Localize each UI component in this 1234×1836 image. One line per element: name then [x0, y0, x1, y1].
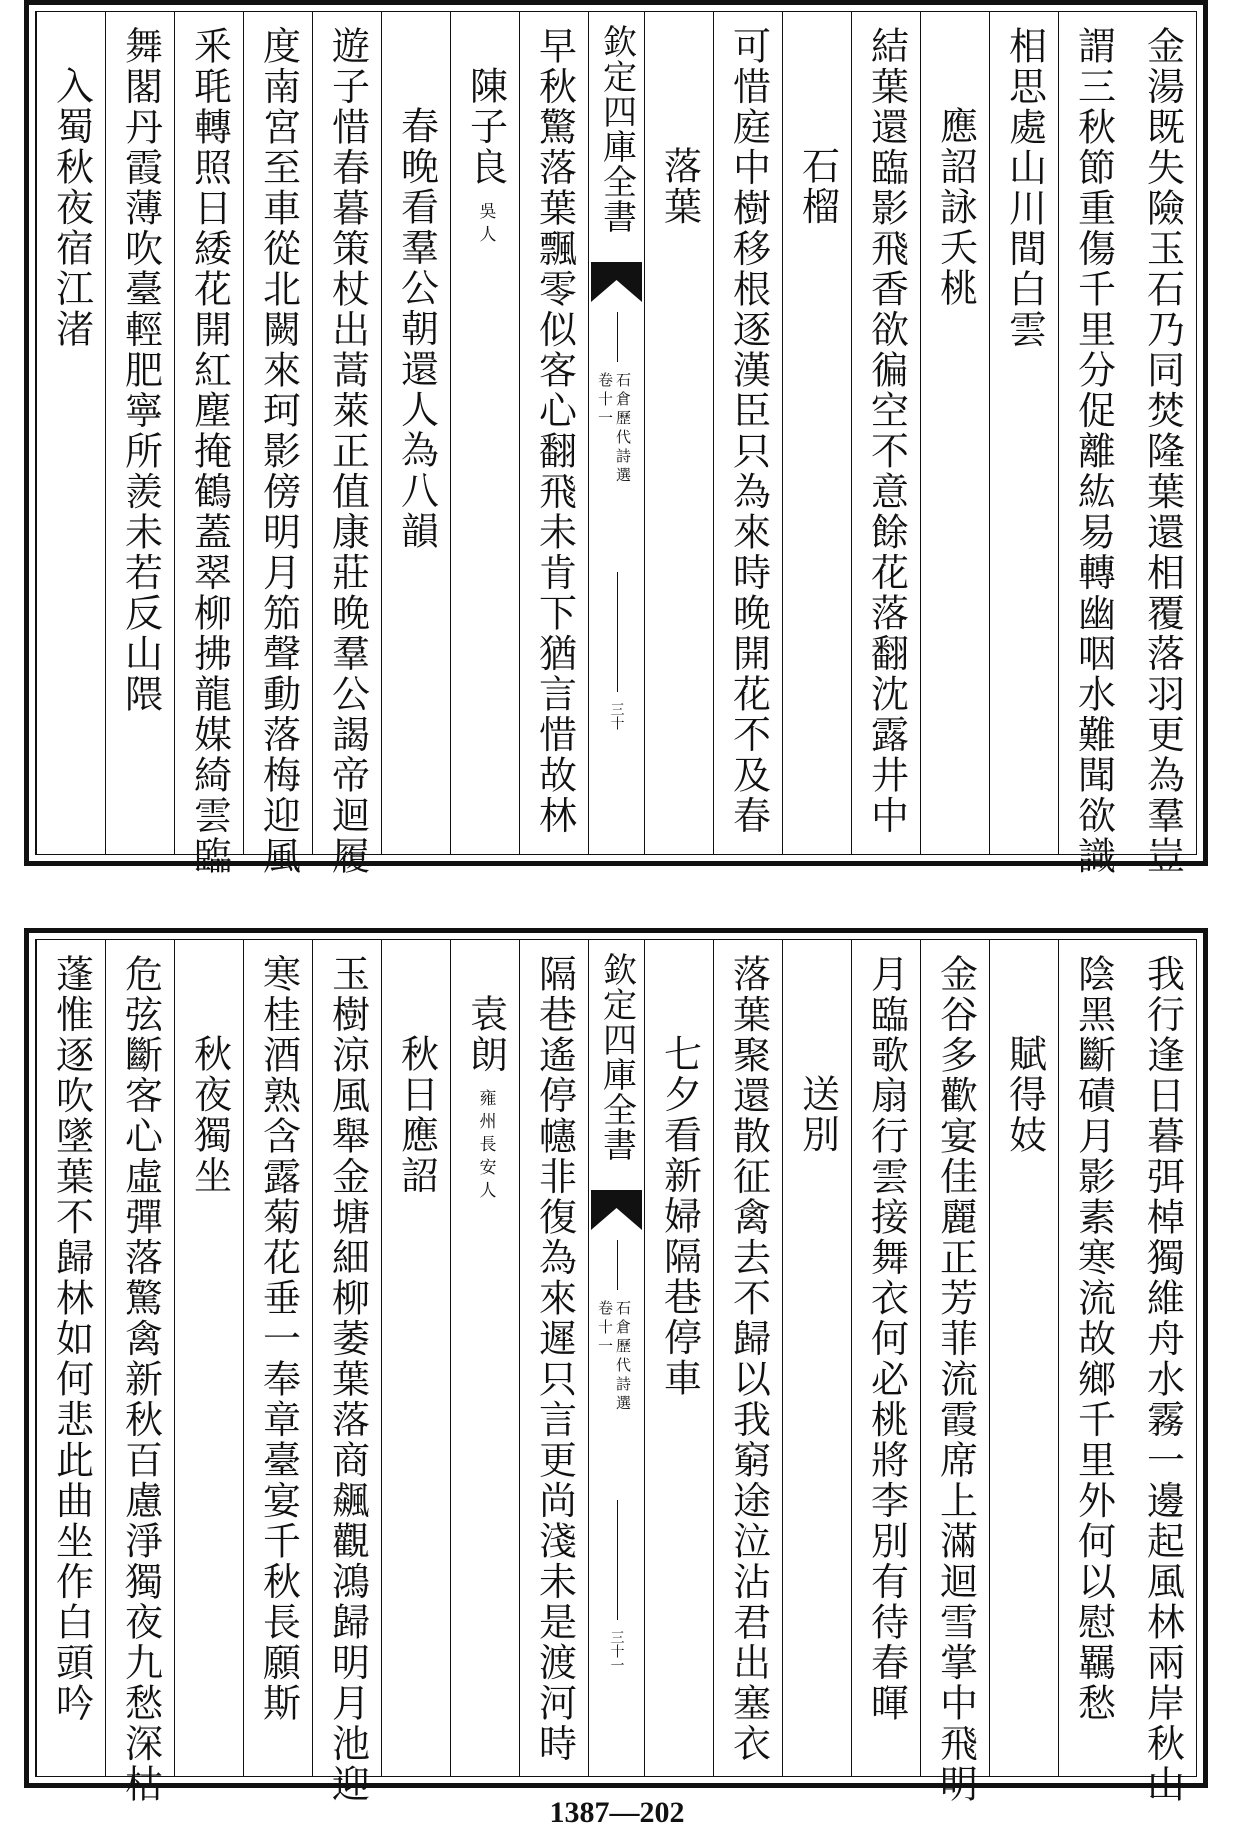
text-column — [1127, 940, 1196, 1805]
heading-text: 賦得妓 — [1002, 1034, 1047, 1156]
text-column — [851, 940, 920, 1776]
text-column — [920, 12, 989, 854]
text-column — [1058, 12, 1127, 877]
verse-text: 陰黑斷磧月影素寒流故鄉千里外何以慰羈愁 — [1071, 954, 1116, 1724]
heading-text: 秋日應詔 — [394, 1034, 439, 1196]
verse-text: 落葉聚還散征禽去不歸以我窮途泣沾君出塞衣 — [726, 954, 771, 1764]
verse-text: 我行逢日暮弭棹獨維舟水霧一邊起風林兩岸秋山 — [1140, 954, 1185, 1805]
text-column — [450, 12, 519, 854]
verse-text: 相思處山川間白雲 — [1002, 26, 1047, 350]
text-column — [381, 12, 450, 854]
verse-text: 危弦斷客心虛彈落驚禽新秋百慮淨獨夜九愁深枯 — [118, 954, 163, 1805]
text-column — [381, 940, 450, 1776]
text-column — [644, 12, 713, 854]
text-column — [174, 12, 243, 877]
text-column — [312, 12, 381, 877]
verse-text: 隔巷遙停幰非復為來遲只言更尚淺未是渡河時 — [532, 954, 577, 1764]
spine-rule — [617, 1500, 618, 1620]
verse-text: 謂三秋節重傷千里分促離紘易轉幽咽水難聞欲識 — [1071, 26, 1116, 877]
spine-rule — [617, 312, 618, 362]
text-column — [989, 940, 1058, 1776]
text-column — [1127, 12, 1196, 877]
heading-text: 袁朗雍州長安人 — [463, 994, 508, 1204]
verse-text: 釆毦轉照日緌花開紅塵掩鶴蓋翠柳拂龍媒綺雲臨 — [187, 26, 232, 877]
heading-text: 陳子良吳人 — [463, 66, 508, 248]
spine-page-number: 三十一 — [608, 1630, 625, 1672]
spine-title: 欽定四庫全書 — [596, 24, 637, 234]
spine-book-title: 石倉歷代詩選 — [614, 1300, 632, 1414]
spine-rule — [617, 572, 618, 692]
text-column — [644, 940, 713, 1776]
heading-text: 落葉 — [657, 146, 702, 227]
top-page-columns — [35, 11, 1197, 877]
verse-text: 月臨歌扇行雲接舞衣何必桃將李別有待春暉 — [864, 954, 909, 1724]
heading-text: 秋夜獨坐 — [187, 1034, 232, 1196]
text-column — [519, 12, 588, 854]
spine-juan: 卷十一 — [596, 372, 614, 429]
heading-text: 送別 — [795, 1074, 840, 1155]
fish-tail-mark — [591, 1190, 642, 1230]
center-spine — [588, 12, 644, 854]
text-column — [851, 12, 920, 854]
verse-text: 早秋驚落葉飄零似客心翻飛未肯下猶言惜故林 — [532, 26, 577, 836]
verse-text: 玉樹涼風舉金塘細柳萎葉落商飆觀鴻歸明月池迎 — [325, 954, 370, 1805]
top-page-frame — [24, 0, 1208, 877]
page-number: 1387—202 — [549, 1796, 685, 1829]
verse-text: 金湯既失險玉石乃同焚隆葉還相覆落羽更為羣豈 — [1140, 26, 1185, 877]
heading-text: 入蜀秋夜宿江渚 — [49, 66, 94, 350]
text-column — [920, 940, 989, 1805]
heading-text: 石榴 — [795, 146, 840, 227]
spine-page-number: 三十 — [608, 702, 625, 730]
bottom-page-columns — [35, 939, 1197, 1805]
text-column — [243, 12, 312, 877]
verse-text: 蓬惟逐吹墜葉不歸林如何悲此曲坐作白頭吟 — [49, 954, 94, 1724]
bottom-page-frame — [24, 928, 1208, 1805]
author-origin-note: 雍州長安人 — [475, 1089, 496, 1204]
verse-text: 結葉還臨影飛香欲徧空不意餘花落翻沈露井中 — [864, 26, 909, 836]
text-column — [989, 12, 1058, 854]
text-column — [782, 12, 851, 854]
author-origin-note: 吳人 — [475, 201, 496, 248]
verse-text: 舞閣丹霞薄吹臺輕肥寧所羨未若反山隈 — [118, 26, 163, 715]
heading-text: 七夕看新婦隔巷停車 — [657, 1034, 702, 1399]
text-column — [312, 940, 381, 1805]
text-column — [174, 940, 243, 1776]
text-column — [243, 940, 312, 1776]
text-column — [782, 940, 851, 1776]
verse-text: 可惜庭中樹移根逐漢臣只為來時晚開花不及春 — [726, 26, 771, 836]
text-column — [713, 12, 782, 854]
spine-rule — [617, 1240, 618, 1290]
text-column — [36, 940, 105, 1776]
text-column — [450, 940, 519, 1776]
center-spine — [588, 940, 644, 1776]
heading-text: 春晚看羣公朝還人為八韻 — [394, 106, 439, 552]
spine-book-title: 石倉歷代詩選 — [614, 372, 632, 486]
text-column — [1058, 940, 1127, 1776]
text-column — [36, 12, 105, 854]
heading-text: 應詔詠夭桃 — [933, 106, 978, 309]
text-column — [519, 940, 588, 1776]
verse-text: 度南宮至車從北闕來珂影傍明月笳聲動落梅迎風 — [256, 26, 301, 877]
text-column — [105, 12, 174, 854]
fish-tail-mark — [591, 262, 642, 302]
verse-text: 遊子惜春暮策杖出蒿萊正值康莊晚羣公謁帝迴履 — [325, 26, 370, 877]
spine-title: 欽定四庫全書 — [596, 952, 637, 1162]
text-column — [713, 940, 782, 1776]
verse-text: 寒桂酒熟含露菊花垂一奉章臺宴千秋長願斯 — [256, 954, 301, 1724]
spine-juan: 卷十一 — [596, 1300, 614, 1357]
verse-text: 金谷多歡宴佳麗正芳菲流霞席上滿迴雪掌中飛明 — [933, 954, 978, 1805]
text-column — [105, 940, 174, 1805]
